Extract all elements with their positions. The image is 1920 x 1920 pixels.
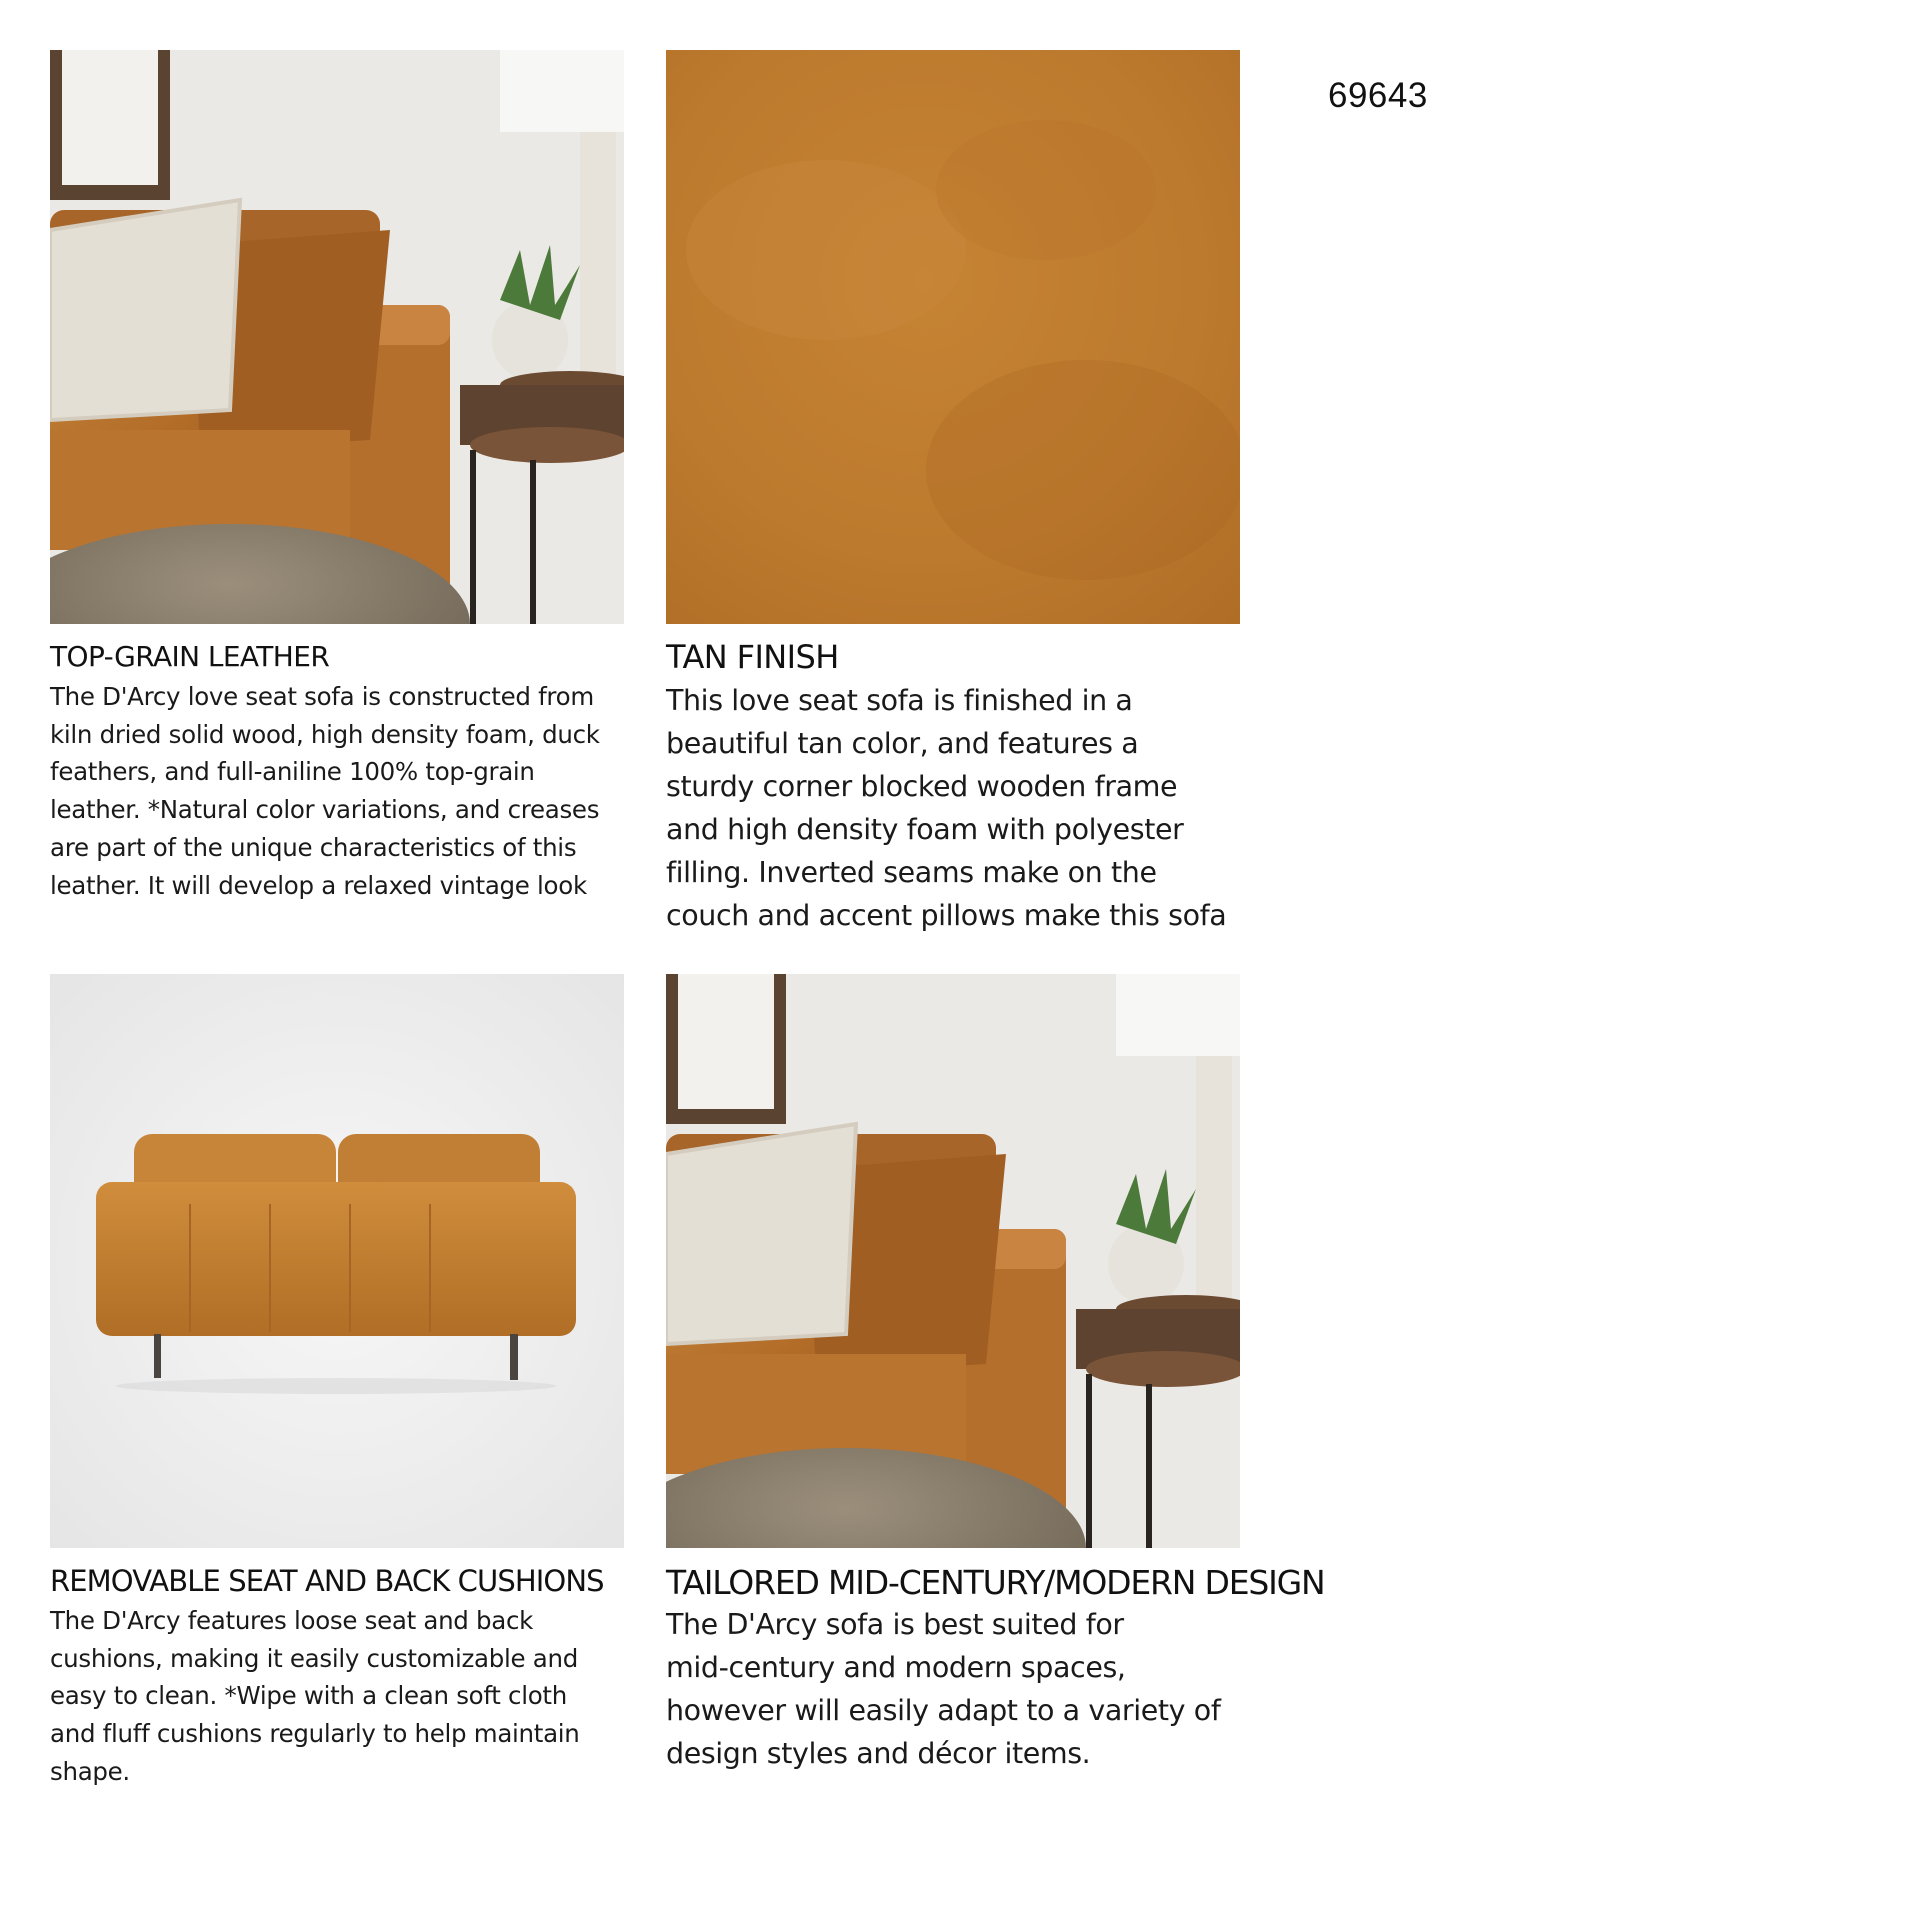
description-line: sturdy corner blocked wooden frame (666, 770, 1178, 803)
feature-title-top-grain-leather: TOP-GRAIN LEATHER (50, 640, 330, 673)
description-line: The D'Arcy love seat sofa is constructed from (50, 682, 594, 711)
description-line: beautiful tan color, and features a (666, 727, 1139, 760)
feature-description-mid-century-design (666, 1603, 1256, 1775)
description-line: cushions, making it easily customizable and (50, 1643, 578, 1673)
description-line: leather. It will develop a relaxed vintage look (50, 870, 587, 900)
description-line: design styles and décor items. (666, 1737, 1091, 1770)
description-line: The D'Arcy features loose seat and back (50, 1606, 534, 1635)
description-line: The D'Arcy sofa is best suited for (666, 1608, 1124, 1641)
description-line: couch and accent pillows make this sofa (666, 899, 1227, 932)
feature-title-mid-century-design: TAILORED MID-CENTURY/MODERN DESIGN (666, 1563, 1325, 1602)
description-line: however will easily adapt to a variety of (666, 1694, 1221, 1727)
description-line: leather. *Natural color variations, and creases (50, 795, 600, 825)
description-line: shape. (50, 1756, 130, 1786)
lifestyle-photo-bottom (666, 974, 1240, 1548)
feature-title-tan-finish: TAN FINISH (666, 638, 839, 676)
lifestyle-photo-top (50, 50, 624, 624)
description-line: and high density foam with polyester (666, 813, 1184, 846)
description-line: and fluff cushions regularly to help maintain (50, 1719, 580, 1749)
loveseat-back-view-photo (50, 974, 624, 1548)
feature-description-top-grain-leather (50, 678, 640, 904)
product-sku: 69643 (1328, 76, 1428, 115)
description-line: feathers, and full-aniline 100% top-grain (50, 757, 535, 787)
description-line: filling. Inverted seams make on the (666, 856, 1157, 889)
feature-title-removable-cushions: REMOVABLE SEAT AND BACK CUSHIONS (50, 1564, 604, 1598)
feature-description-removable-cushions (50, 1602, 640, 1791)
tan-leather-swatch (666, 50, 1240, 624)
description-line: kiln dried solid wood, high density foam, duck (50, 719, 600, 749)
description-line: This love seat sofa is finished in a (666, 684, 1133, 717)
feature-description-tan-finish (666, 679, 1256, 937)
description-line: easy to clean. *Wipe with a clean soft cloth (50, 1681, 567, 1711)
description-line: mid-century and modern spaces, (666, 1651, 1126, 1684)
description-line: are part of the unique characteristics of this (50, 832, 577, 862)
